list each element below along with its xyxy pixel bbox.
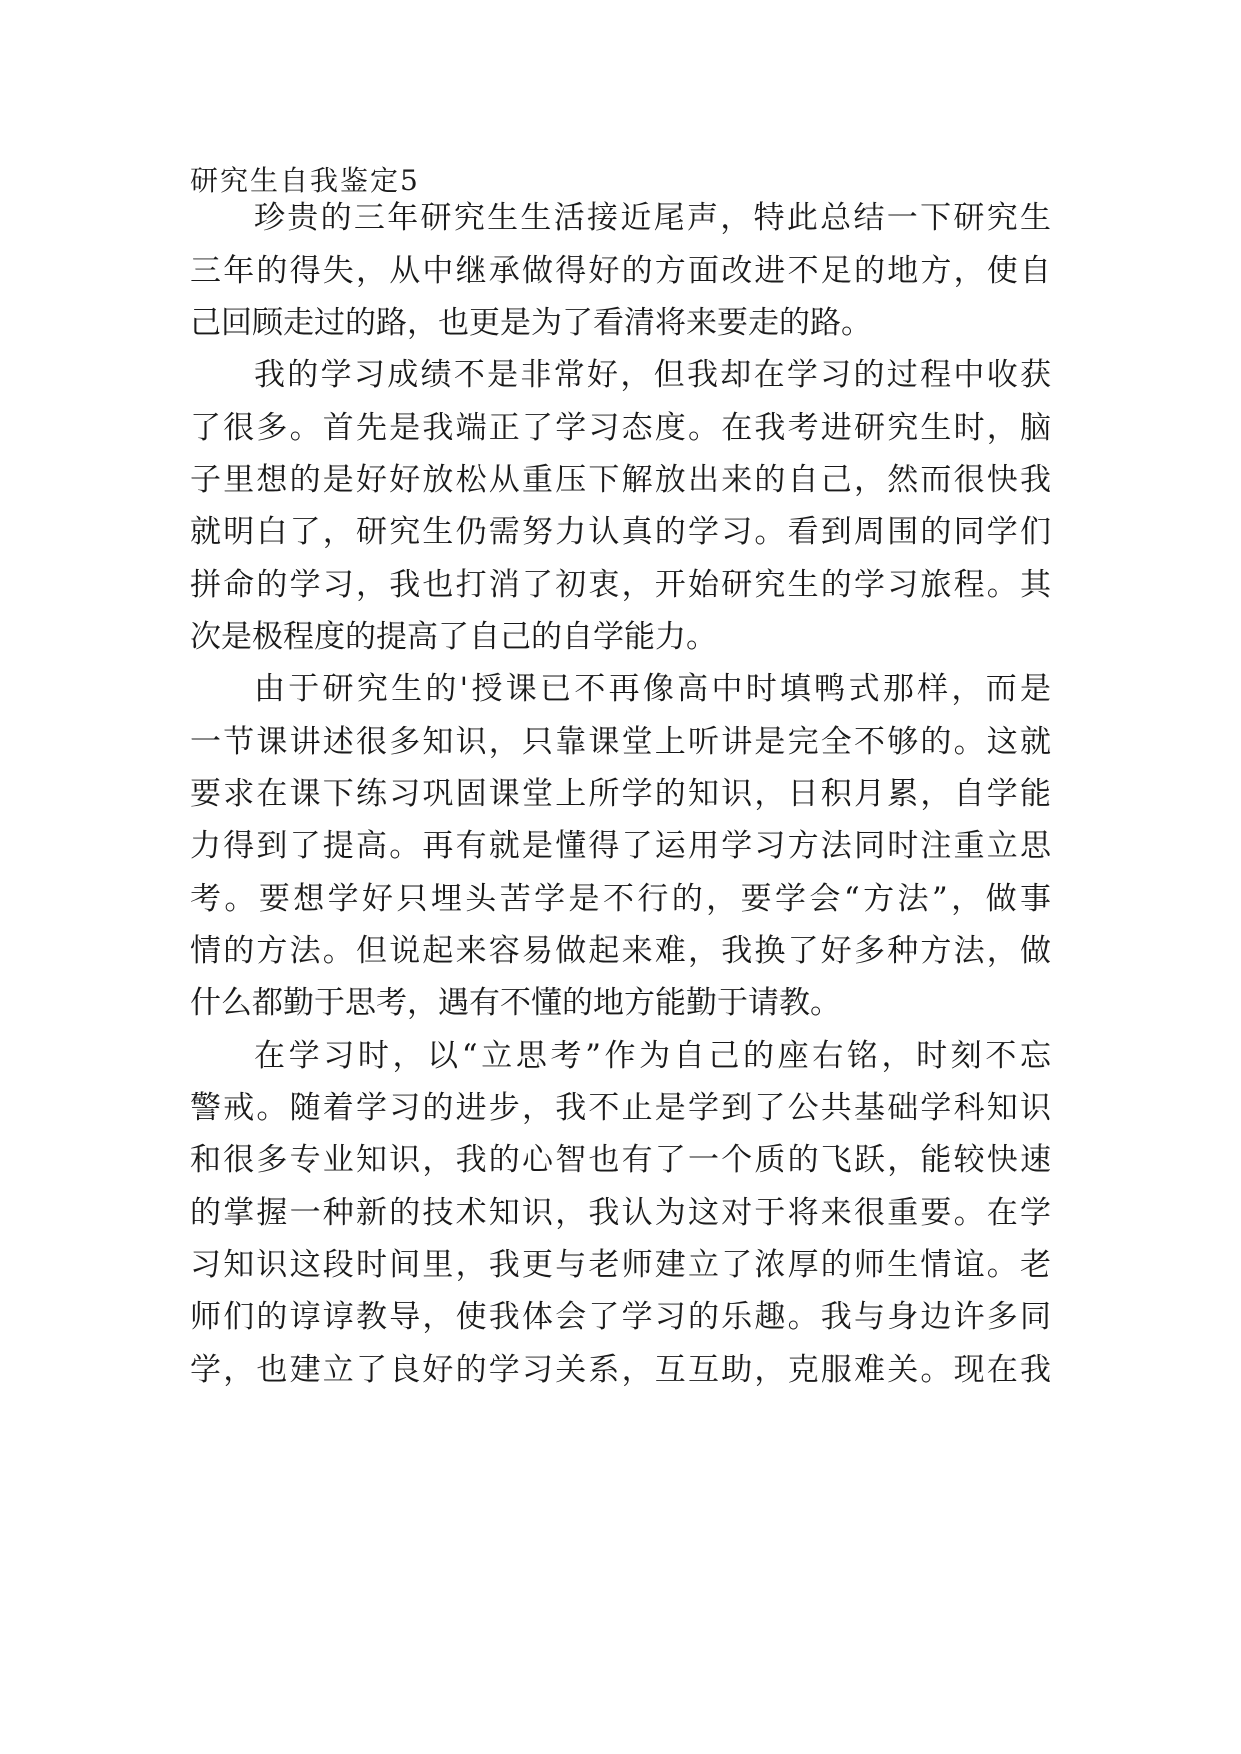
paragraph-2-line-6: 次是极程度的提高了自己的自学能力。 xyxy=(190,619,717,655)
paragraph-2-line-4: 就明白了，研究生仍需努力认真的学习。看到周围的同学们 xyxy=(190,514,1051,550)
paragraph-3-line-6: 情的方法。但说起来容易做起来难，我换了好多种方法，做 xyxy=(190,933,1051,969)
paragraph-2-line-5: 拼命的学习，我也打消了初衷，开始研究生的学习旅程。其 xyxy=(190,567,1051,603)
paragraph-4-line-2: 警戒。随着学习的进步，我不止是学到了公共基础学科知识 xyxy=(190,1090,1051,1126)
paragraph-3-line-1: 由于研究生的'授课已不再像高中时填鸭式那样，而是 xyxy=(254,671,1051,707)
paragraph-1-line-3: 己回顾走过的路，也更是为了看清将来要走的路。 xyxy=(190,305,872,341)
paragraph-3-line-2: 一节课讲述很多知识，只靠课堂上听讲是完全不够的。这就 xyxy=(190,724,1051,760)
page-title: 研究生自我鉴定5 xyxy=(190,164,420,197)
paragraph-2-line-1: 我的学习成绩不是非常好，但我却在学习的过程中收获 xyxy=(254,357,1051,393)
paragraph-3-line-5: 考。要想学好只埋头苦学是不行的，要学会“方法”，做事 xyxy=(190,881,1051,917)
paragraph-2-line-3: 子里想的是好好放松从重压下解放出来的自己，然而很快我 xyxy=(190,462,1051,498)
paragraph-3-line-7: 什么都勤于思考，遇有不懂的地方能勤于请教。 xyxy=(190,985,841,1021)
paragraph-4-line-3: 和很多专业知识，我的心智也有了一个质的飞跃，能较快速 xyxy=(190,1142,1051,1178)
paragraph-4-line-5: 习知识这段时间里，我更与老师建立了浓厚的师生情谊。老 xyxy=(190,1247,1051,1283)
paragraph-4-line-1: 在学习时，以“立思考”作为自己的座右铭，时刻不忘 xyxy=(254,1038,1051,1074)
paragraph-2-line-2: 了很多。首先是我端正了学习态度。在我考进研究生时，脑 xyxy=(190,410,1051,446)
paragraph-3-line-4: 力得到了提高。再有就是懂得了运用学习方法同时注重立思 xyxy=(190,828,1051,864)
paragraph-4-line-6: 师们的谆谆教导，使我体会了学习的乐趣。我与身边许多同 xyxy=(190,1299,1051,1335)
paragraph-1-line-1: 珍贵的三年研究生生活接近尾声，特此总结一下研究生 xyxy=(254,200,1051,236)
paragraph-3-line-3: 要求在课下练习巩固课堂上所学的知识，日积月累，自学能 xyxy=(190,776,1051,812)
paragraph-1-line-2: 三年的得失，从中继承做得好的方面改进不足的地方，使自 xyxy=(190,253,1051,289)
paragraph-4-line-4: 的掌握一种新的技术知识，我认为这对于将来很重要。在学 xyxy=(190,1195,1051,1231)
paragraph-4-line-7: 学，也建立了良好的学习关系，互互助，克服难关。现在我 xyxy=(190,1352,1051,1388)
